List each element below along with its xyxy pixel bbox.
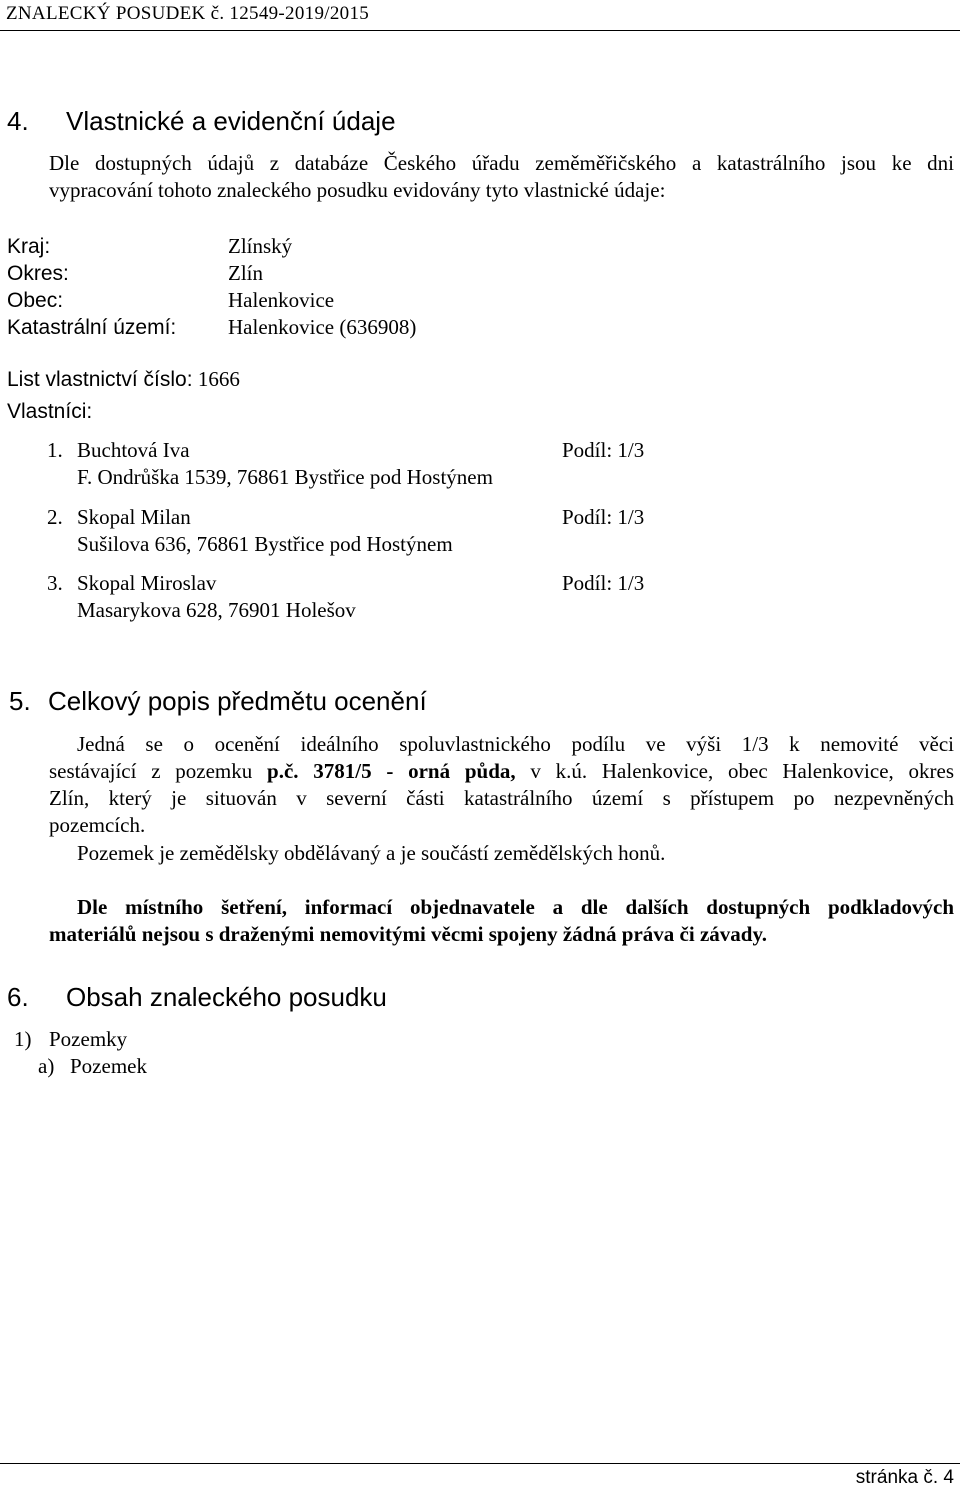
katastralni-uzemi-value: Halenkovice (636908) — [228, 315, 417, 339]
kraj-label: Kraj: — [7, 235, 51, 258]
okres-value: Zlín — [228, 261, 263, 285]
owner-2-address: Sušilova 636, 76861 Bystřice pod Hostýnem — [77, 532, 453, 556]
section6-number: 6. — [7, 982, 29, 1012]
section6-title: Obsah znaleckého posudku — [66, 982, 387, 1012]
section5-p1-line2-text-b: v k.ú. Halenkovice, obec Halenkovice, okres — [515, 759, 954, 783]
owner-2-index: 2. — [47, 505, 63, 529]
section6-item-1-label: Pozemky — [49, 1027, 128, 1051]
section6-item-1-index: 1) — [14, 1027, 32, 1051]
page-number: stránka č. 4 — [855, 1467, 954, 1488]
section5-number: 5. — [9, 686, 31, 716]
section5-p1-line2 — [49, 758, 954, 785]
owner-3-address: Masarykova 628, 76901 Holešov — [77, 598, 356, 622]
section5-p3-line1: Dle místního šetření, informací objednavatele a dle dalších dostupných podkladových — [77, 895, 954, 919]
kraj-value: Zlínský — [228, 234, 293, 258]
owner-1-share: Podíl: 1/3 — [562, 438, 645, 462]
section6-item-2-index: a) — [38, 1054, 55, 1078]
owner-2-share: Podíl: 1/3 — [562, 505, 645, 529]
section4-number: 4. — [7, 106, 29, 136]
section5-p1-line4: pozemcích. — [49, 813, 146, 837]
list-vlastnictvi-label: List vlastnictví číslo: — [7, 368, 193, 391]
list-vlastnictvi — [7, 366, 240, 393]
footer-rule — [0, 1463, 960, 1464]
owner-3-share: Podíl: 1/3 — [562, 571, 645, 595]
section5-title: Celkový popis předmětu ocenění — [48, 686, 427, 716]
owners-label: Vlastníci: — [7, 400, 93, 423]
section5-p2: Pozemek je zemědělsky obdělávaný a je součástí zemědělských honů. — [77, 841, 666, 865]
section5-p3-line2: materiálů nejsou s draženými nemovitými věcmi spojeny žádná práva či závady. — [49, 922, 768, 946]
owner-3-index: 3. — [47, 571, 63, 595]
section5-p1-line3: Zlín, který je situován v severní části katastrálního území s přístupem po nezpevněných — [49, 786, 954, 810]
section5-parcel-bold: p.č. 3781/5 - orná půda, — [267, 759, 516, 783]
owner-1-name: Buchtová Iva — [77, 438, 190, 462]
owner-1-index: 1. — [47, 438, 63, 462]
section5-p1-line2-text-a: sestávající z pozemku — [49, 759, 268, 783]
list-vlastnictvi-number: 1666 — [197, 367, 240, 391]
document-header: ZNALECKÝ POSUDEK č. 12549-2019/2015 — [6, 3, 370, 24]
section5-p1-line1: Jedná se o ocenění ideálního spoluvlastnického podílu ve výši 1/3 k nemovité věci — [77, 732, 954, 756]
obec-value: Halenkovice — [228, 288, 335, 312]
owner-1-address: F. Ondrůška 1539, 76861 Bystřice pod Hostýnem — [77, 465, 493, 489]
okres-label: Okres: — [7, 262, 69, 285]
katastralni-uzemi-label: Katastrální území: — [7, 316, 177, 339]
header-rule — [0, 30, 960, 31]
obec-label: Obec: — [7, 289, 64, 312]
section6-item-2-label: Pozemek — [70, 1054, 147, 1078]
section4-title: Vlastnické a evidenční údaje — [66, 106, 396, 136]
owner-2-name: Skopal Milan — [77, 505, 191, 529]
owner-3-name: Skopal Miroslav — [77, 571, 217, 595]
section4-intro-line1: Dle dostupných údajů z databáze Českého úřadu zeměměřičského a katastrálního jsou ke dni — [49, 151, 954, 175]
section4-intro-line2: vypracování tohoto znaleckého posudku evidovány tyto vlastnické údaje: — [49, 178, 666, 202]
